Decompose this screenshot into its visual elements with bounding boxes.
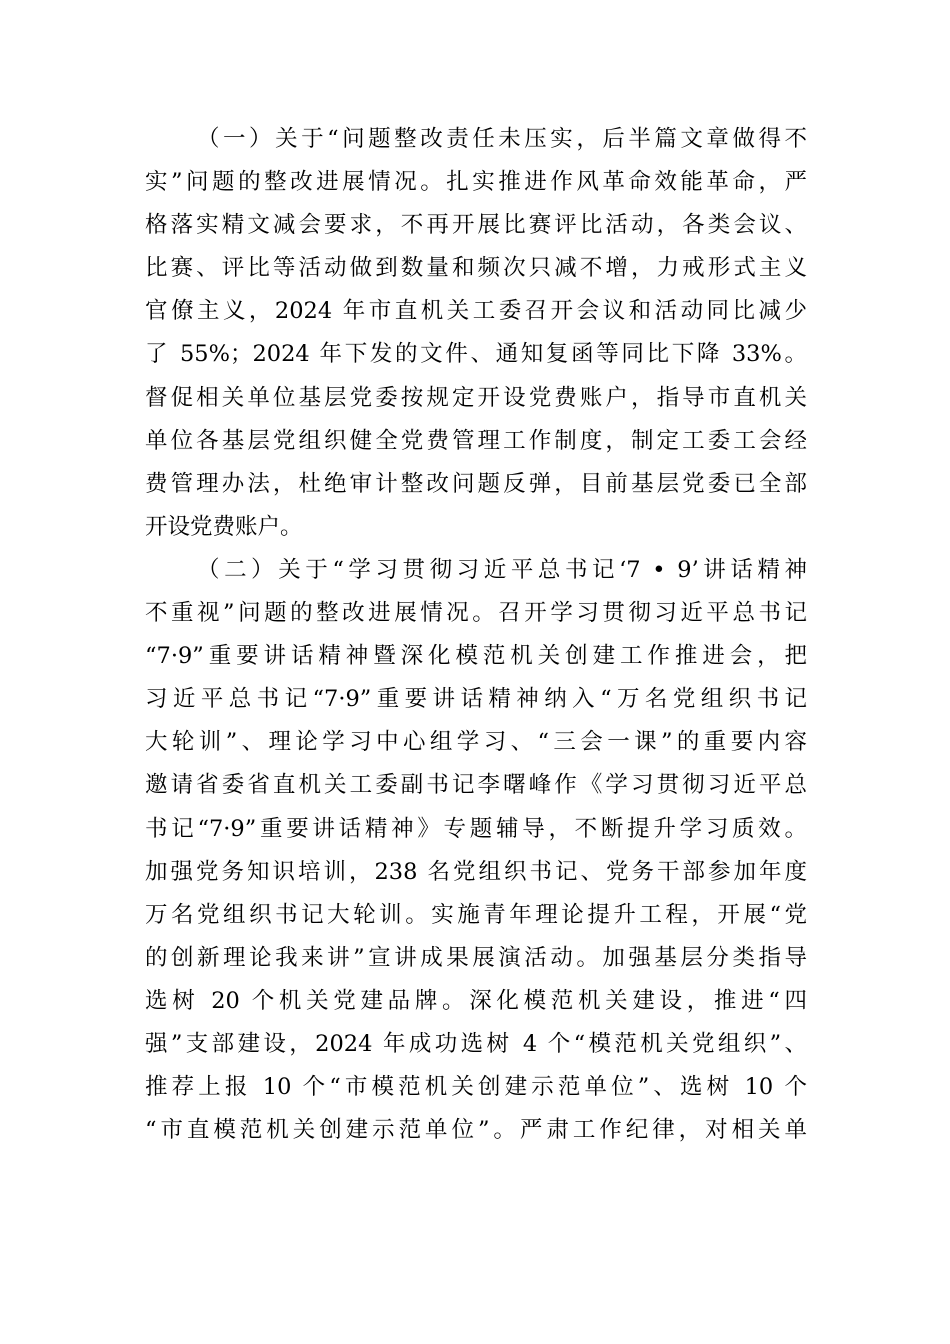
paragraph-line: 实”问题的整改进展情况。扎实推进作风革命效能革命，严 xyxy=(145,169,807,196)
paragraph-line: 万名党组织书记大轮训。实施青年理论提升工程，开展“党 xyxy=(145,901,807,928)
paragraph-line: 格落实精文减会要求，不再开展比赛评比活动，各类会议、 xyxy=(145,212,807,239)
paragraph-line: （一）关于“问题整改责任未压实，后半篇文章做得不 xyxy=(197,126,807,152)
paragraph-line: 单位各基层党组织健全党费管理工作制度，制定工委工会经 xyxy=(145,427,807,454)
paragraph-line: （二）关于“学习贯彻习近平总书记‘7 • 9’讲话精神 xyxy=(197,556,807,583)
paragraph-line: 习近平总书记“7·9”重要讲话精神纳入“万名党组织书记 xyxy=(145,686,807,713)
paragraph-line: 强”支部建设，2024 年成功选树 4 个“模范机关党组织”、 xyxy=(145,1030,807,1057)
paragraph-line: 开设党费账户。 xyxy=(145,513,303,540)
paragraph-line: 官僚主义，2024 年市直机关工委召开会议和活动同比减少 xyxy=(145,298,807,325)
paragraph-2 xyxy=(145,549,807,1152)
paragraph-line: 邀请省委省直机关工委副书记李曙峰作《学习贯彻习近平总 xyxy=(145,772,807,799)
paragraph-line: 加强党务知识培训，238 名党组织书记、党务干部参加年度 xyxy=(145,858,807,885)
paragraph-line: 不重视”问题的整改进展情况。召开学习贯彻习近平总书记 xyxy=(145,600,807,627)
paragraph-line: 了 55%；2024 年下发的文件、通知复函等同比下降 33%。 xyxy=(145,341,807,368)
paragraph-line: 选树 20 个机关党建品牌。深化模范机关建设，推进“四 xyxy=(145,987,807,1014)
paragraph-line: 督促相关单位基层党委按规定开设党费账户，指导市直机关 xyxy=(145,384,807,411)
paragraph-line: 推荐上报 10 个“市模范机关创建示范单位”、选树 10 个 xyxy=(145,1074,807,1101)
paragraph-line: 费管理办法，杜绝审计整改问题反弹，目前基层党委已全部 xyxy=(145,470,807,497)
paragraph-line: 比赛、评比等活动做到数量和频次只减不增，力戒形式主义 xyxy=(145,255,807,282)
paragraph-line: 大轮训”、理论学习中心组学习、“三会一课”的重要内容 xyxy=(145,729,807,756)
paragraph-line: 的创新理论我来讲”宣讲成果展演活动。加强基层分类指导 xyxy=(145,944,807,971)
paragraph-line: 书记“7·9”重要讲话精神》专题辅导，不断提升学习质效。 xyxy=(145,815,807,842)
paragraph-1 xyxy=(145,118,807,549)
document-body xyxy=(145,118,807,1152)
paragraph-line: “7·9”重要讲话精神暨深化模范机关创建工作推进会，把 xyxy=(145,643,807,670)
paragraph-line: “市直模范机关创建示范单位”。严肃工作纪律，对相关单 xyxy=(145,1117,807,1144)
